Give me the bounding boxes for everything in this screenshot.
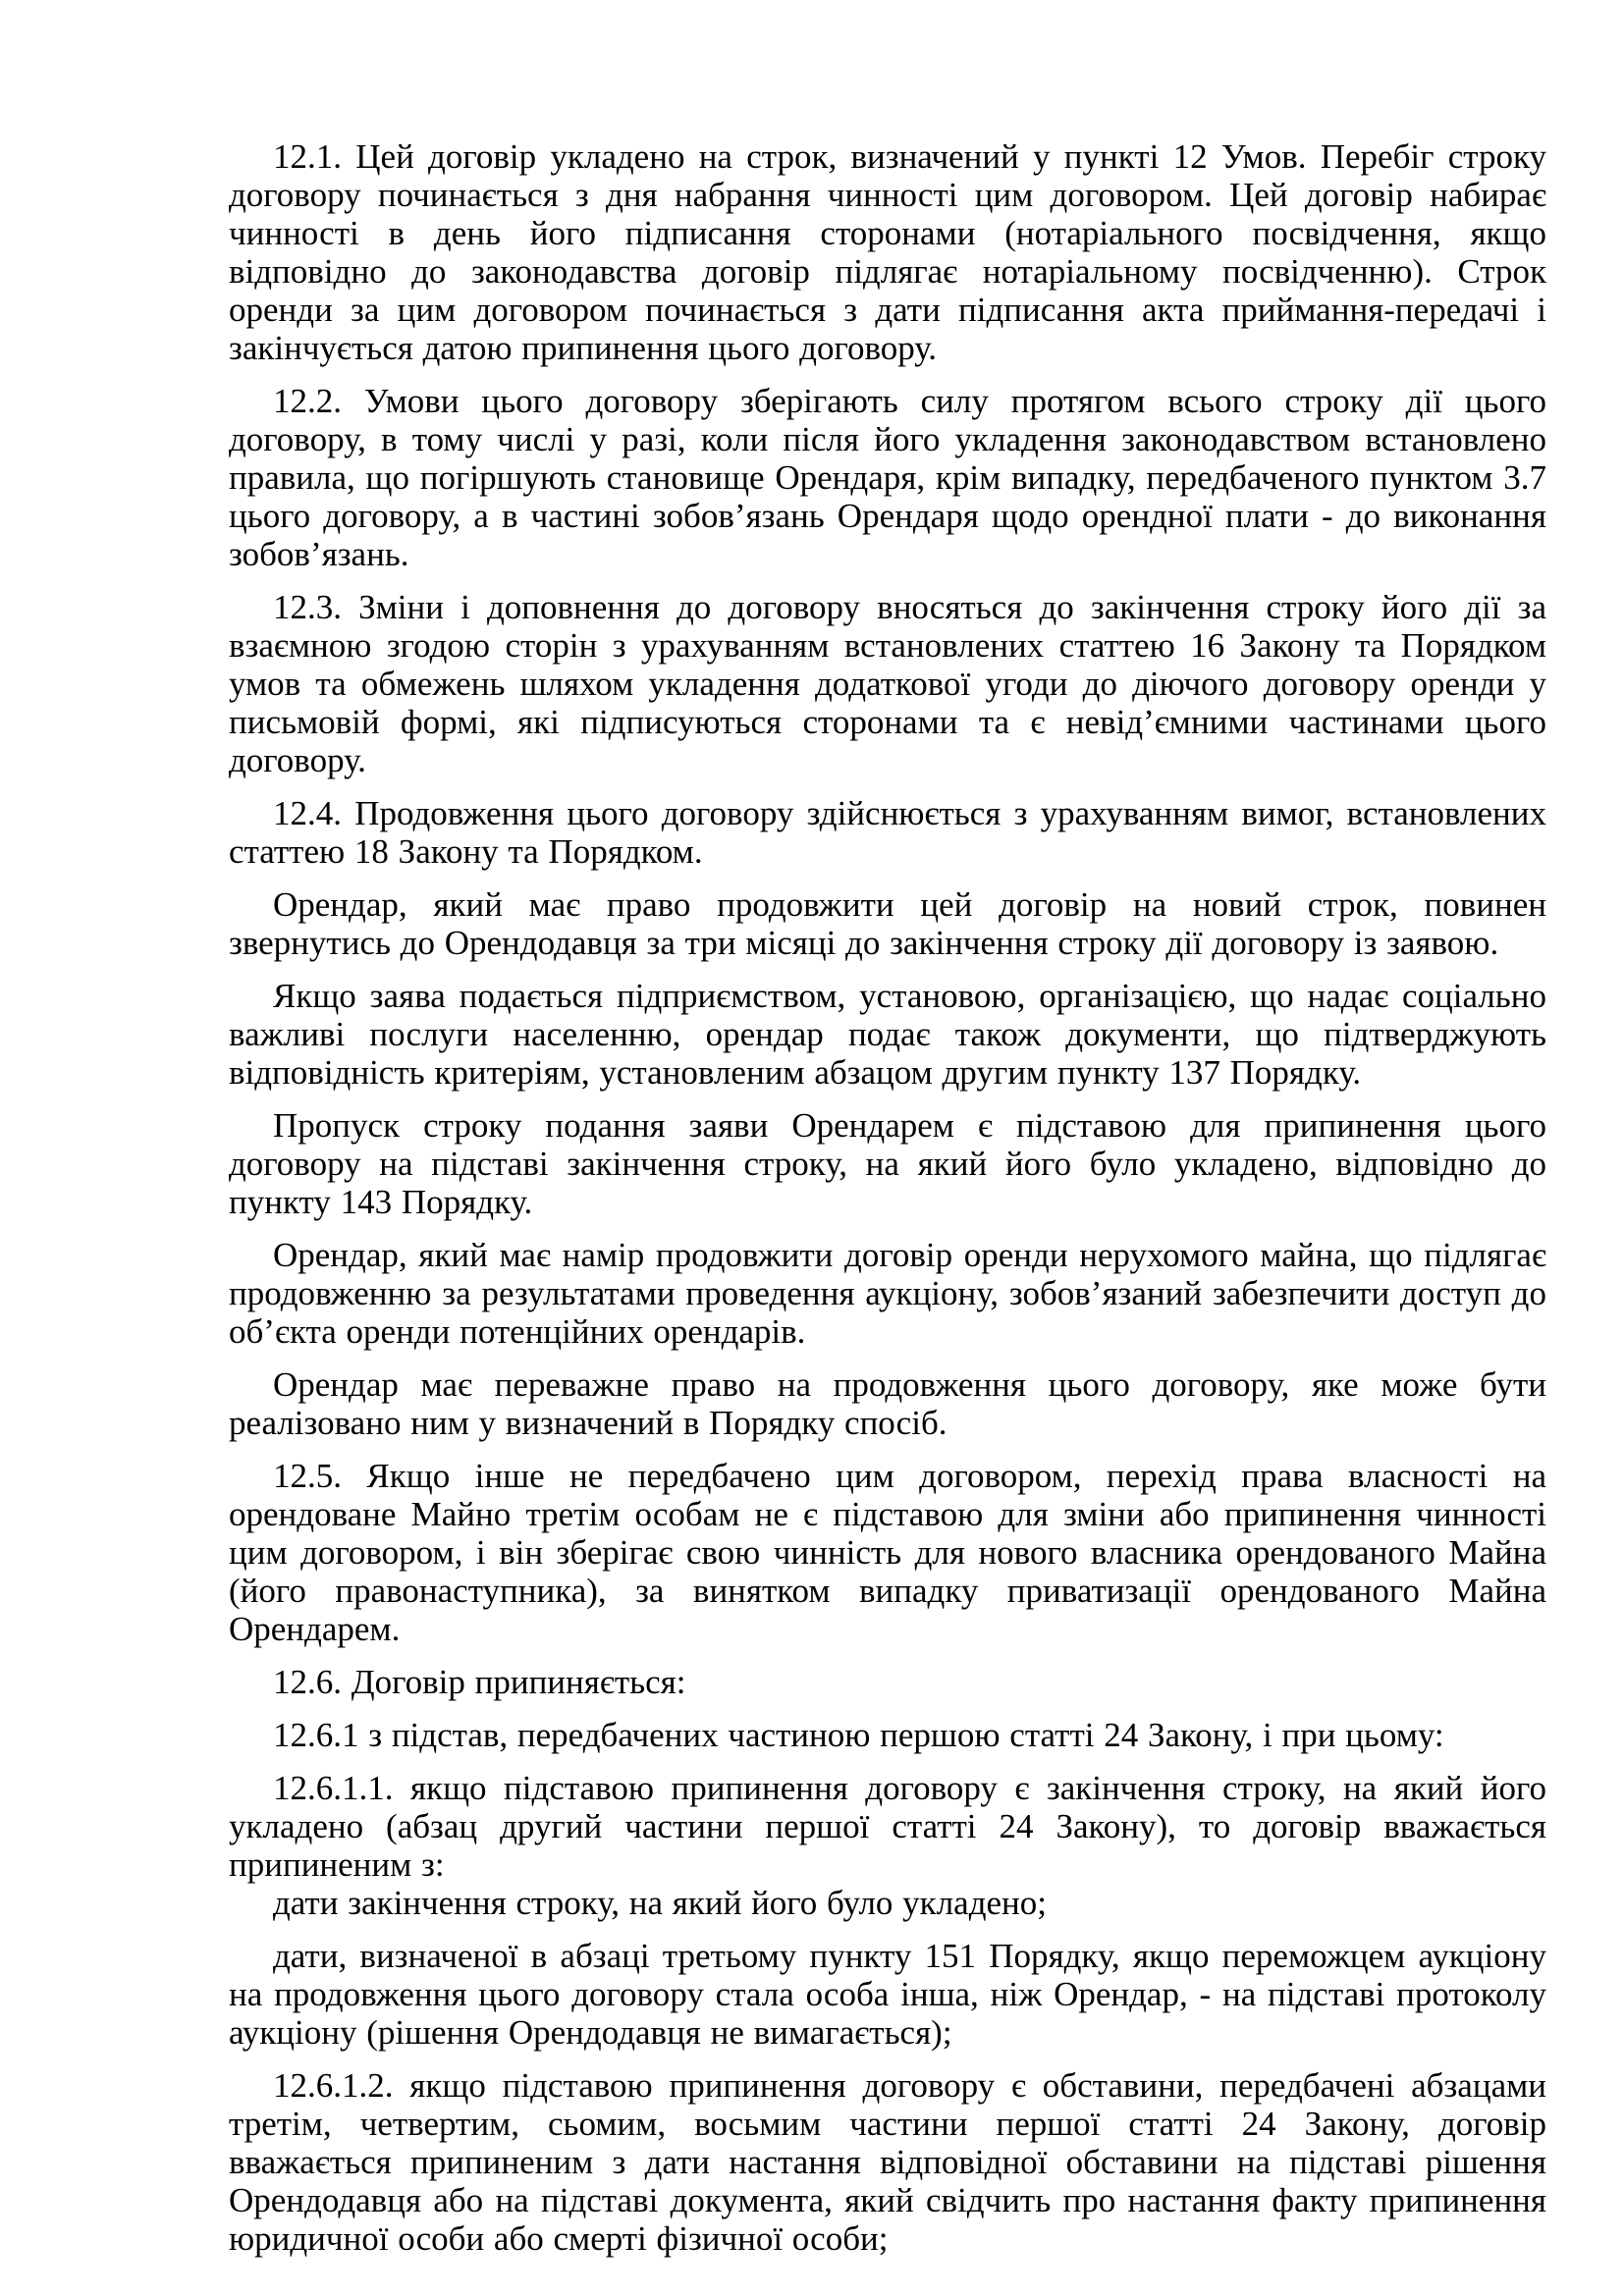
clause-12-6-1-1-item-expiry-date: дати закінчення строку, на який його було укладено; — [273, 1884, 1047, 1922]
clause-12-4-para-application: Якщо заява подається підприємством, установою, організацією, що надає соціально важливі послуги населенню, орендар подає також документи, що підтверджують відповідність критеріям, установленим абзацом другим пункту 137 Порядку. — [229, 977, 1546, 1092]
contract-text-block — [229, 137, 1546, 2258]
clause-12-6-1-1-item-auction-date: дати, визначеної в абзаці третьому пункту 151 Порядку, якщо переможцем аукціону на продовження цього договору стала особа інша, ніж Орендар, - на підставі протоколу аукціону (рішення Орендодавця не вимагається); — [229, 1937, 1546, 2052]
clause-12-4: 12.4. Продовження цього договору здійснюється з урахуванням вимог, встановлених статтею 18 Закону та Порядком. — [229, 794, 1546, 871]
clause-12-4-para-preferential-right: Орендар має переважне право на продовження цього договору, яке може бути реалізовано ним у визначений в Порядку спосіб. — [229, 1365, 1546, 1442]
clause-12-3: 12.3. Зміни і доповнення до договору вносяться до закінчення строку його дії за взаємною згодою сторін з урахуванням встановлених статтею 16 Закону та Порядком умов та обмежень шляхом укладення додаткової угоди до діючого договору оренди у письмовій формі, які підписуються сторонами та є невід’ємними частинами цього договору. — [229, 588, 1546, 779]
clause-12-2: 12.2. Умови цього договору зберігають силу протягом всього строку дії цього договору, в тому числі у разі, коли після його укладення законодавством встановлено правила, що погіршують становище Орендаря, крім випадку, передбаченого пунктом 3.7 цього договору, а в частині зобов’язань Орендаря щодо орендної плати - до виконання зобов’язань. — [229, 382, 1546, 573]
clause-12-4-para-missed-deadline: Пропуск строку подання заяви Орендарем є підставою для припинення цього договору на підставі закінчення строку, на який його було укладено, відповідно до пункту 143 Порядку. — [229, 1106, 1546, 1221]
clause-12-1: 12.1. Цей договір укладено на строк, визначений у пункті 12 Умов. Перебіг строку договору починається з дня набрання чинності цим договором. Цей договір набирає чинності в день його підписання сторонами (нотаріального посвідчення, якщо відповідно до законодавства договір підлягає нотаріальному посвідченню). Строк оренди за цим договором починається з дати підписання акта приймання-передачі і закінчується датою припинення цього договору. — [229, 137, 1546, 367]
clause-12-4-para-auction-access: Орендар, який має намір продовжити договір оренди нерухомого майна, що підлягає продовженню за результатами проведення аукціону, зобов’язаний забезпечити доступ до об’єкта оренди потенційних орендарів. — [229, 1236, 1546, 1351]
clause-12-6-1: 12.6.1 з підстав, передбачених частиною першою статті 24 Закону, і при цьому: — [273, 1716, 1444, 1754]
clause-12-5: 12.5. Якщо інше не передбачено цим договором, перехід права власності на орендоване Майно третім особам не є підставою для зміни або припинення чинності цим договором, і він зберігає свою чинність для нового власника орендованого Майна (його правонаступника), за винятком випадку приватизації орендованого Майна Орендарем. — [229, 1457, 1546, 1648]
clause-12-6-1-2: 12.6.1.2. якщо підставою припинення договору є обставини, передбачені абзацами третім, четвертим, сьомим, восьмим частини першої статті 24 Закону, договір вважається припиненим з дати настання відповідної обставини на підставі рішення Орендодавця або на підставі документа, який свідчить про настання факту припинення юридичної особи або смерті фізичної особи; — [229, 2066, 1546, 2258]
clause-12-6: 12.6. Договір припиняється: — [273, 1663, 686, 1701]
clause-12-6-1-1: 12.6.1.1. якщо підставою припинення договору є закінчення строку, на який його укладено (абзац другий частини першої статті 24 Закону), то договір вважається припиненим з: — [229, 1769, 1546, 1884]
clause-12-4-para-tenant-right: Орендар, який має право продовжити цей договір на новий строк, повинен звернутись до Орендодавця за три місяці до закінчення строку дії договору із заявою. — [229, 885, 1546, 962]
